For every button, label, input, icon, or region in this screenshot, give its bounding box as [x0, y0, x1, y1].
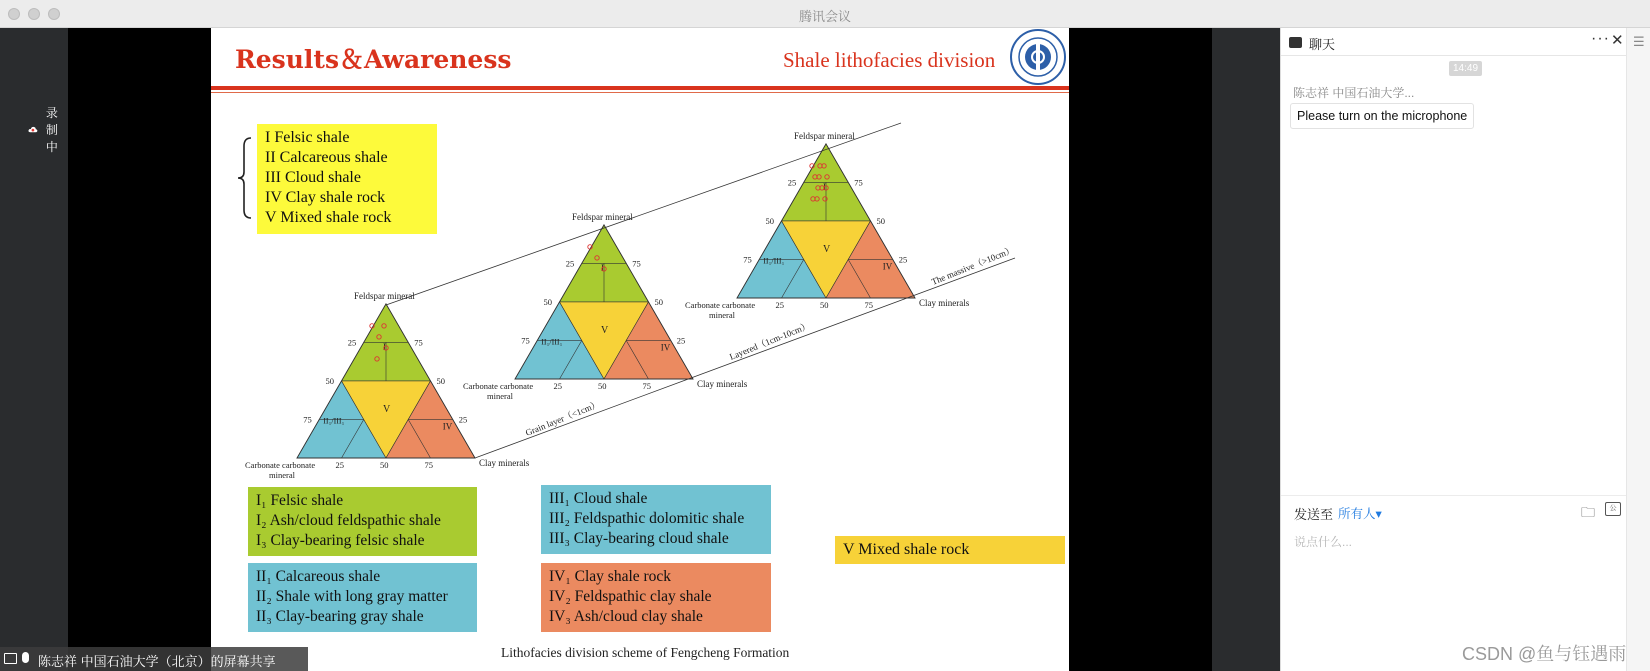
tick-label-bottom: 25: [553, 381, 562, 391]
tick-label-left: 25: [347, 337, 357, 348]
legend-line: I₂ Ash/cloud feldspathic shale: [256, 512, 441, 529]
region-label-cloud: II₁/III₁: [323, 416, 345, 426]
tick-label-left: 50: [325, 375, 334, 386]
region-label-mixed: V: [383, 403, 391, 415]
layer-label: The massive（>10cm）: [930, 244, 1016, 287]
legend-line: III₁ Cloud shale: [549, 490, 648, 507]
region-label-felsic: I: [823, 182, 826, 193]
region-label-clay: IV: [882, 261, 893, 272]
region-label-clay: IV: [660, 342, 671, 353]
chat-panel: [1280, 28, 1650, 671]
tick-label-right: 25: [458, 414, 468, 425]
legend-line: III₂ Feldspathic dolomitic shale: [549, 510, 745, 527]
announcement-icon[interactable]: 公: [1605, 502, 1621, 516]
chat-message: Please turn on the microphone: [1290, 103, 1474, 129]
file-send-icon[interactable]: 🗀: [1581, 504, 1595, 520]
slide-title: Results＆Awareness: [235, 45, 512, 74]
tick-label-right: 50: [436, 375, 445, 386]
watermark: CSDN @鱼与钰遇雨: [1462, 644, 1627, 664]
region-label-cloud: II₁/III₁: [763, 256, 785, 266]
tick-label-left: 25: [787, 177, 797, 188]
tick-label-bottom: 25: [335, 460, 344, 470]
close-icon[interactable]: ✕: [1611, 32, 1624, 49]
chat-title: 聊天: [1309, 37, 1336, 52]
tick-label-left: 75: [303, 414, 312, 425]
felsic-legend-box: [248, 487, 477, 556]
microphone-icon[interactable]: [22, 652, 29, 663]
send-to-dropdown[interactable]: 所有人▾: [1338, 507, 1382, 521]
tick-label-right: 75: [414, 337, 423, 348]
tick-label-left: 75: [521, 335, 530, 346]
legend-line: IV₃ Ash/cloud clay shale: [549, 608, 703, 625]
legend-line: I₃ Clay-bearing felsic shale: [256, 532, 425, 549]
legend-line: II₂ Shale with long gray matter: [256, 588, 448, 605]
left-gutter: [0, 28, 68, 671]
screen-share-indicator: [0, 647, 308, 671]
tick-label-right: 75: [854, 177, 863, 188]
layer-label: Grain layer（<1cm）: [524, 398, 602, 438]
cloud-recording-icon: [28, 124, 38, 135]
screen-share-icon: [4, 653, 17, 664]
tick-label-right: 75: [632, 258, 641, 269]
message-sender: 陈志祥 中国石油大学...: [1293, 86, 1415, 100]
tick-label-right: 50: [876, 215, 885, 226]
legend-line: IV₂ Feldspathic clay shale: [549, 588, 712, 605]
type-line: V Mixed shale rock: [265, 209, 392, 226]
region-label-mixed: V: [601, 324, 609, 336]
screen-share-label: 陈志祥 中国石油大学（北京）的屏幕共享: [38, 654, 276, 669]
region-label-felsic: I: [601, 263, 604, 274]
region-label-felsic: I: [383, 342, 386, 353]
tick-label-left: 50: [765, 215, 774, 226]
tick-label-right: 25: [898, 254, 908, 265]
right-vertex-label: Clay minerals: [919, 298, 970, 308]
right-vertex-label: Clay minerals: [697, 379, 748, 389]
left-vertex-label: mineral: [487, 391, 513, 401]
tick-label-right: 50: [654, 296, 663, 307]
stage-letterbox-right: [1069, 28, 1212, 671]
calcareous-legend-box: [248, 563, 477, 632]
slide-subtitle: Shale lithofacies division: [783, 48, 996, 72]
legend-line: III₃ Clay-bearing cloud shale: [549, 530, 729, 547]
right-vertex-label: Clay minerals: [479, 458, 530, 468]
type-line: III Cloud shale: [265, 169, 361, 186]
tick-label-bottom: 50: [820, 300, 829, 310]
figure-caption: Lithofacies division scheme of Fengcheng Formation: [501, 645, 790, 660]
tick-label-left: 75: [743, 254, 752, 265]
shared-slide: [211, 28, 1069, 671]
tick-label-bottom: 50: [380, 460, 389, 470]
region-label-clay: IV: [442, 421, 453, 432]
type-line: IV Clay shale rock: [265, 189, 386, 206]
region-label-cloud: II₁/III₁: [541, 337, 563, 347]
send-to-label: 发送至: [1294, 507, 1334, 522]
chat-side-rail: [1626, 28, 1650, 671]
apex-label: Feldspar mineral: [572, 211, 633, 222]
title-bar: [0, 0, 1650, 28]
tick-label-bottom: 25: [775, 300, 784, 310]
legend-line: II₁ Calcareous shale: [256, 568, 381, 585]
more-options-icon[interactable]: ···: [1591, 30, 1610, 47]
tick-label-bottom: 50: [598, 381, 607, 391]
type-line: II Calcareous shale: [265, 149, 388, 166]
left-vertex-label: Carbonate carbonate: [463, 381, 534, 391]
chat-icon: [1289, 37, 1302, 48]
recording-label: 录制中: [45, 106, 58, 154]
left-vertex-label: mineral: [709, 310, 735, 320]
tick-label-left: 50: [543, 296, 552, 307]
message-timestamp: 14:49: [1449, 61, 1482, 76]
menu-icon[interactable]: ☰: [1633, 34, 1645, 49]
tick-label-left: 25: [565, 258, 575, 269]
layer-label: Layered（1cm-10cm）: [728, 320, 812, 362]
mixed-legend-box: [835, 536, 1065, 564]
legend-line: V Mixed shale rock: [843, 541, 970, 558]
apex-label: Feldspar mineral: [354, 290, 415, 301]
chat-header: [1281, 28, 1626, 56]
left-vertex-label: Carbonate carbonate: [245, 460, 316, 470]
cloud-legend-box: [541, 485, 771, 554]
message-input[interactable]: 说点什么...: [1294, 535, 1353, 549]
recording-indicator[interactable]: [28, 104, 68, 155]
stage-letterbox-left: [68, 28, 211, 671]
window-title: 腾讯会议: [798, 9, 851, 24]
legend-line: IV₁ Clay shale rock: [549, 568, 672, 585]
region-label-mixed: V: [823, 243, 831, 255]
apex-label: Feldspar mineral: [794, 130, 855, 141]
legend-line: I₁ Felsic shale: [256, 492, 344, 509]
legend-line: II₃ Clay-bearing gray shale: [256, 608, 424, 625]
tick-label-bottom: 75: [864, 300, 873, 310]
right-gutter: [1212, 28, 1280, 671]
left-vertex-label: mineral: [269, 470, 295, 480]
type-line: I Felsic shale: [265, 129, 350, 146]
clay-legend-box: [541, 563, 771, 632]
left-vertex-label: Carbonate carbonate: [685, 300, 756, 310]
tick-label-right: 25: [676, 335, 686, 346]
tick-label-bottom: 75: [642, 381, 651, 391]
tick-label-bottom: 75: [424, 460, 433, 470]
